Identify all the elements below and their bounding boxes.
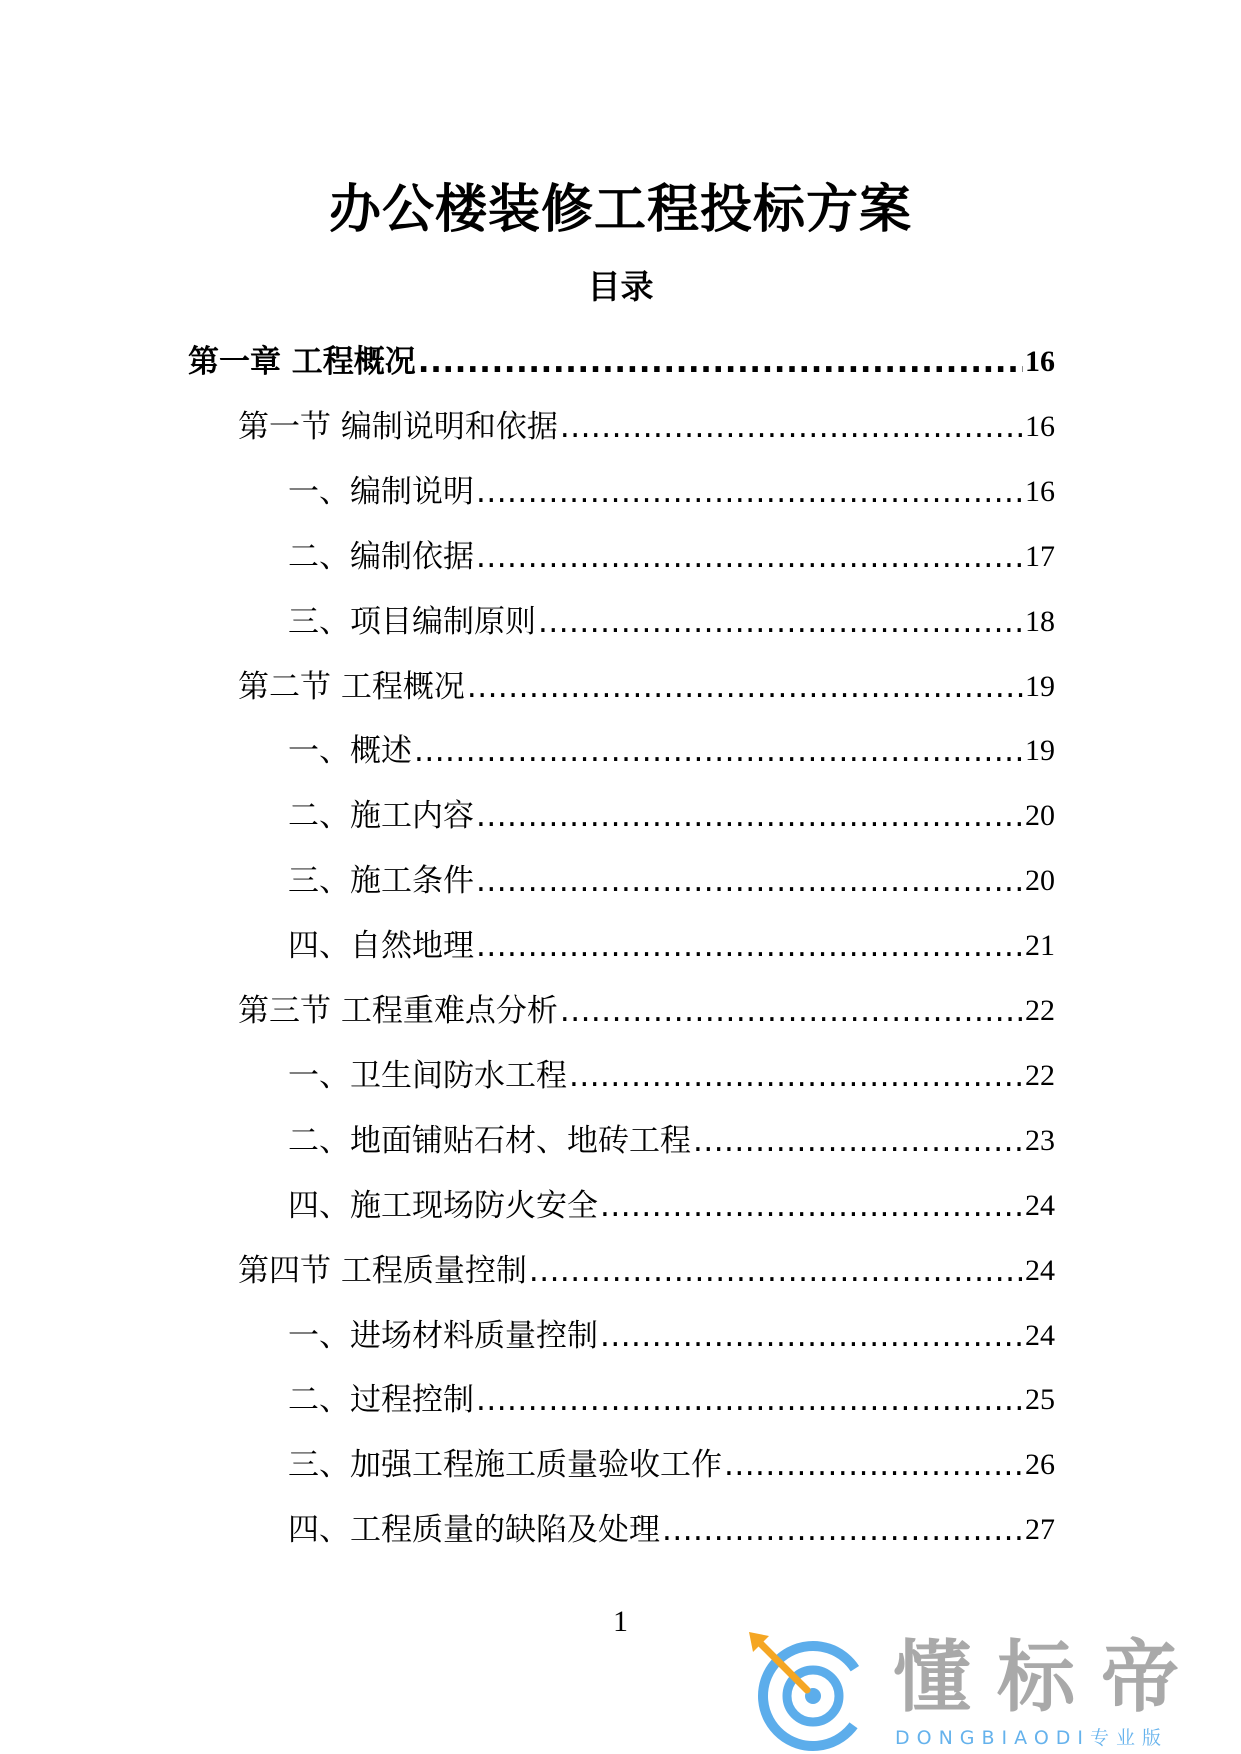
toc-entry-label: 第一节 编制说明和依据 [238, 409, 558, 445]
watermark-brand: 懂标帝 [893, 1633, 1206, 1723]
toc-entry-label: 第四节 工程质量控制 [238, 1253, 527, 1289]
toc-leader-dots [693, 1121, 1023, 1161]
toc-entry-label: 一、概述 [288, 733, 412, 769]
toc-entry[interactable] [288, 592, 1055, 642]
toc-entry-page: 17 [1025, 540, 1055, 573]
toc-entry-page: 26 [1025, 1448, 1055, 1481]
toc-entry-page: 18 [1025, 605, 1055, 638]
toc-entry-page: 25 [1025, 1383, 1055, 1416]
toc-entry[interactable] [288, 851, 1055, 901]
toc-entry-label: 四、自然地理 [288, 928, 474, 964]
toc-entry-label: 四、工程质量的缺陷及处理 [288, 1512, 660, 1548]
toc-entry-page: 19 [1025, 734, 1055, 767]
toc-entry-label: 三、施工条件 [288, 863, 474, 899]
toc-entry[interactable] [288, 721, 1055, 771]
toc-entry-label: 二、地面铺贴石材、地砖工程 [288, 1123, 691, 1159]
toc-entry[interactable] [238, 1241, 1055, 1291]
toc-entry-page: 22 [1025, 1059, 1055, 1092]
toc-leader-dots [476, 926, 1023, 966]
toc-entry-label: 四、施工现场防火安全 [288, 1188, 598, 1224]
toc-leader-dots [560, 991, 1023, 1031]
target-arrow-icon [745, 1630, 875, 1754]
toc-entry[interactable] [288, 1046, 1055, 1096]
toc-leader-dots [476, 537, 1023, 577]
toc-entry[interactable] [288, 462, 1055, 512]
toc-leader-dots [724, 1445, 1023, 1485]
document-title: 办公楼装修工程投标方案 [328, 180, 912, 240]
toc-entry[interactable] [288, 1435, 1055, 1485]
toc-entry-page: 24 [1025, 1189, 1055, 1222]
watermark [745, 1630, 1215, 1754]
toc-entry[interactable] [288, 527, 1055, 577]
toc-leader-dots [538, 602, 1023, 642]
toc-entry-label: 第三节 工程重难点分析 [238, 993, 558, 1029]
toc-leader-dots [560, 407, 1023, 447]
toc-entry-page: 16 [1025, 475, 1055, 508]
toc-entry-label: 第二节 工程概况 [238, 669, 465, 705]
toc-leader-dots [476, 861, 1023, 901]
toc-leader-dots [414, 731, 1023, 771]
toc-leader-dots [600, 1186, 1023, 1226]
toc-entry-page: 27 [1025, 1513, 1055, 1546]
toc-entry[interactable] [288, 786, 1055, 836]
watermark-subtitle: DONGBIAODI专业版 [895, 1727, 1169, 1749]
toc-entry-label: 一、进场材料质量控制 [288, 1318, 598, 1354]
toc-entry-page: 19 [1025, 670, 1055, 703]
toc-entry-label: 三、项目编制原则 [288, 604, 536, 640]
toc-entry[interactable] [288, 916, 1055, 966]
page-number: 1 [613, 1605, 628, 1638]
toc-entry[interactable] [238, 397, 1055, 447]
toc-leader-dots [418, 342, 1023, 382]
toc-entry-label: 三、加强工程施工质量验收工作 [288, 1447, 722, 1483]
toc-entry-page: 24 [1025, 1319, 1055, 1352]
toc-leader-dots [476, 796, 1023, 836]
toc-entry[interactable] [288, 1306, 1055, 1356]
toc-entry-page: 22 [1025, 994, 1055, 1027]
toc-leader-dots [600, 1316, 1023, 1356]
toc-entry-page: 20 [1025, 799, 1055, 832]
toc-entry[interactable] [288, 1370, 1055, 1420]
toc-heading: 目录 [587, 267, 654, 306]
toc-entry[interactable] [288, 1500, 1055, 1550]
toc-entry[interactable] [238, 981, 1055, 1031]
toc-entry-label: 一、卫生间防水工程 [288, 1058, 567, 1094]
toc-entry[interactable] [238, 657, 1055, 707]
toc-leader-dots [467, 667, 1023, 707]
toc-leader-dots [662, 1510, 1023, 1550]
toc-leader-dots [476, 1380, 1023, 1420]
toc-entry-page: 23 [1025, 1124, 1055, 1157]
toc-entry-label: 一、编制说明 [288, 474, 474, 510]
toc-entry-page: 21 [1025, 929, 1055, 962]
toc-entry-page: 16 [1025, 410, 1055, 443]
toc-entry-page: 24 [1025, 1254, 1055, 1287]
toc-entry[interactable] [288, 1111, 1055, 1161]
toc-entry-label: 二、施工内容 [288, 798, 474, 834]
toc-entry-label: 二、过程控制 [288, 1382, 474, 1418]
toc-entry-page: 20 [1025, 864, 1055, 897]
toc-entry[interactable] [188, 332, 1055, 382]
toc-leader-dots [529, 1251, 1023, 1291]
toc-entry-page: 16 [1025, 345, 1055, 378]
toc-leader-dots [569, 1056, 1023, 1096]
toc-entry[interactable] [288, 1176, 1055, 1226]
toc-entry-label: 二、编制依据 [288, 539, 474, 575]
toc-entry-label: 第一章 工程概况 [188, 344, 416, 380]
toc-leader-dots [476, 472, 1023, 512]
